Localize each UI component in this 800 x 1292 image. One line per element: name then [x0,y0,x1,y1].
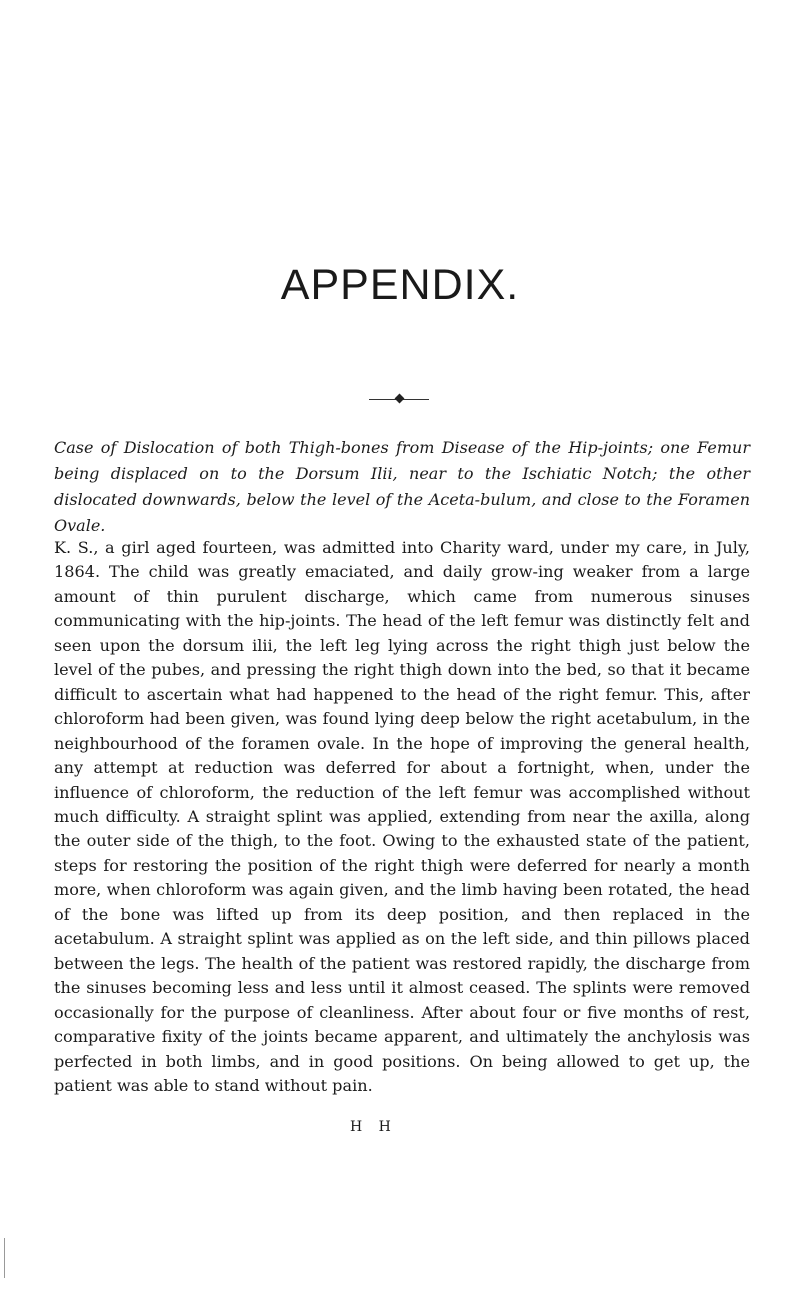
signature-mark: H H [350,1119,397,1135]
diamond-icon [395,394,405,404]
body-paragraph: K. S., a girl aged fourteen, was admitted into Charity ward, under my care, in July, 1864. The child was greatly emaciated, and daily grow-ing weaker from a large amount of thin purulent discharge, which came from numerous sinuses communicating with the hip-joints. The head of the left femur was distinctly felt and seen upon the dorsum ilii, the left leg lying across the right thigh just below the level of the pubes, and pressing the right thigh down into the bed, so that it became difficult to ascertain what had happened to the head of the right femur. This, after chloroform had been given, was found lying deep below the right acetabulum, in the neighbourhood of the foramen ovale. In the hope of improving the general health, any attempt at reduction was deferred for about a fortnight, when, under the influence of chloroform, the reduction of the left femur was accomplished without much difficulty. A straight splint was applied, extending from near the axilla, along the outer side of the thigh, to the foot. Owing to the exhausted state of the patient, steps for restoring the position of the right thigh were deferred for nearly a month more, when chloroform was again given, and the limb having been rotated, the head of the bone was lifted up from its deep position, and then replaced in the acetabulum. A straight splint was applied as on the left side, and thin pillows placed between the legs. The health of the patient was restored rapidly, the discharge from the sinuses becoming less and less until it almost ceased. The splints were removed occasionally for the purpose of cleanliness. After about four or five months of rest, comparative fixity of the joints became apparent, and ultimately the anchylosis was perfected in both limbs, and in good positions. On being allowed to get up, the patient was able to stand without pain. [54,538,750,1095]
page-edge-mark [4,1238,5,1278]
case-title: Case of Dislocation of both Thigh-bones from Disease of the Hip-joints; one Femur being displaced on to the Dorsum Ilii, near to the Ischiatic Notch; the other dislocated downwards, below the level of the Aceta-bulum, and close to the Foramen Ovale. [54,438,750,535]
page-heading: APPENDIX. [280,261,520,309]
